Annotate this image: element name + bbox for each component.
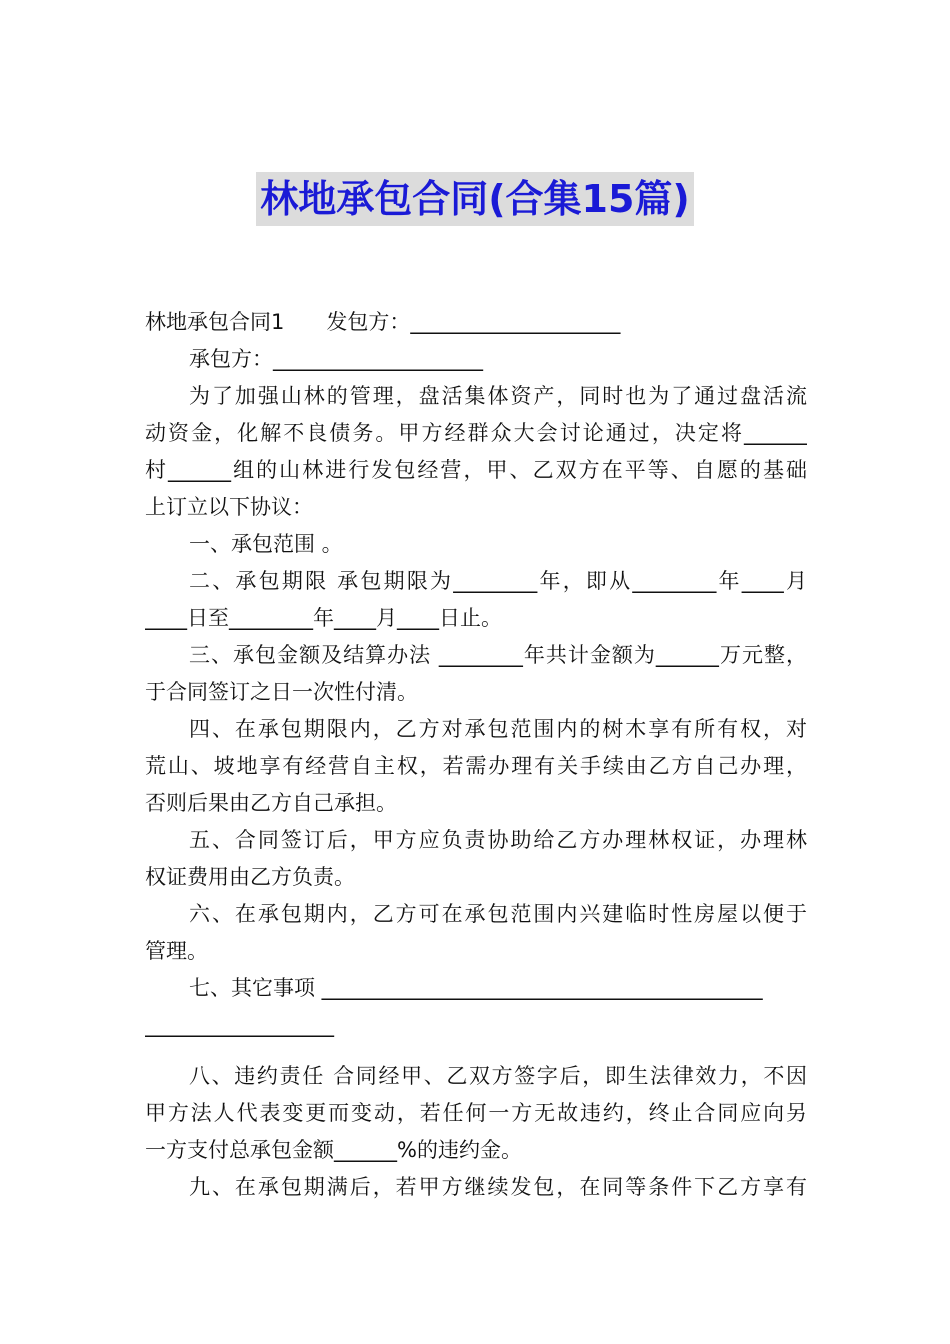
- text-line: 甲方法人代表变更而变动，若任何一方无故违约，终止合同应向另: [145, 1101, 807, 1125]
- text-line: ____日至________年____月____日止。: [145, 606, 502, 630]
- text-line: 六、在承包期内，乙方可在承包范围内兴建临时性房屋以便于: [189, 902, 807, 926]
- text-line: 七、其它事项 __________________________________________: [189, 976, 763, 1000]
- text-line: 一、承包范围 。: [189, 532, 343, 556]
- text-line: 管理。: [145, 939, 208, 963]
- text-line: 一方支付总承包金额______%的违约金。: [145, 1138, 522, 1162]
- text-line: 否则后果由乙方自己承担。: [145, 791, 397, 815]
- text-line: 五、合同签订后，甲方应负责协助给乙方办理林权证，办理林: [189, 828, 807, 852]
- text-line: 村______组的山林进行发包经营，甲、乙双方在平等、自愿的基础: [145, 458, 807, 482]
- text-line: 上订立以下协议：: [145, 495, 313, 519]
- text-line: 动资金，化解不良债务。甲方经群众大会讨论通过，决定将______: [145, 421, 807, 445]
- text-line: 三、承包金额及结算办法 ________年共计金额为______万元整，: [189, 643, 807, 667]
- text-line: 四、在承包期限内，乙方对承包范围内的树木享有所有权，对: [189, 717, 807, 741]
- text-line: 为了加强山林的管理，盘活集体资产，同时也为了通过盘活流: [189, 384, 807, 408]
- text-line: 权证费用由乙方负责。: [145, 865, 355, 889]
- document-body: [145, 304, 807, 1206]
- text-line: 荒山、坡地享有经营自主权，若需办理有关手续由乙方自己办理，: [145, 754, 807, 778]
- document-title-wrap: [0, 172, 950, 226]
- text-line: 二、承包期限 承包期限为________年，即从________年____月: [189, 569, 807, 593]
- text-line: 承包方：____________________: [189, 347, 483, 371]
- text-line: 于合同签订之日一次性付清。: [145, 680, 418, 704]
- document-title: 林地承包合同(合集15篇): [256, 172, 694, 226]
- text-line: 林地承包合同1 发包方：____________________: [145, 310, 621, 334]
- text-line: 九、在承包期满后，若甲方继续发包，在同等条件下乙方享有: [189, 1175, 807, 1199]
- text-line: 八、违约责任 合同经甲、乙双方签字后，即生法律效力，不因: [189, 1064, 807, 1088]
- text-line: __________________: [145, 1013, 334, 1037]
